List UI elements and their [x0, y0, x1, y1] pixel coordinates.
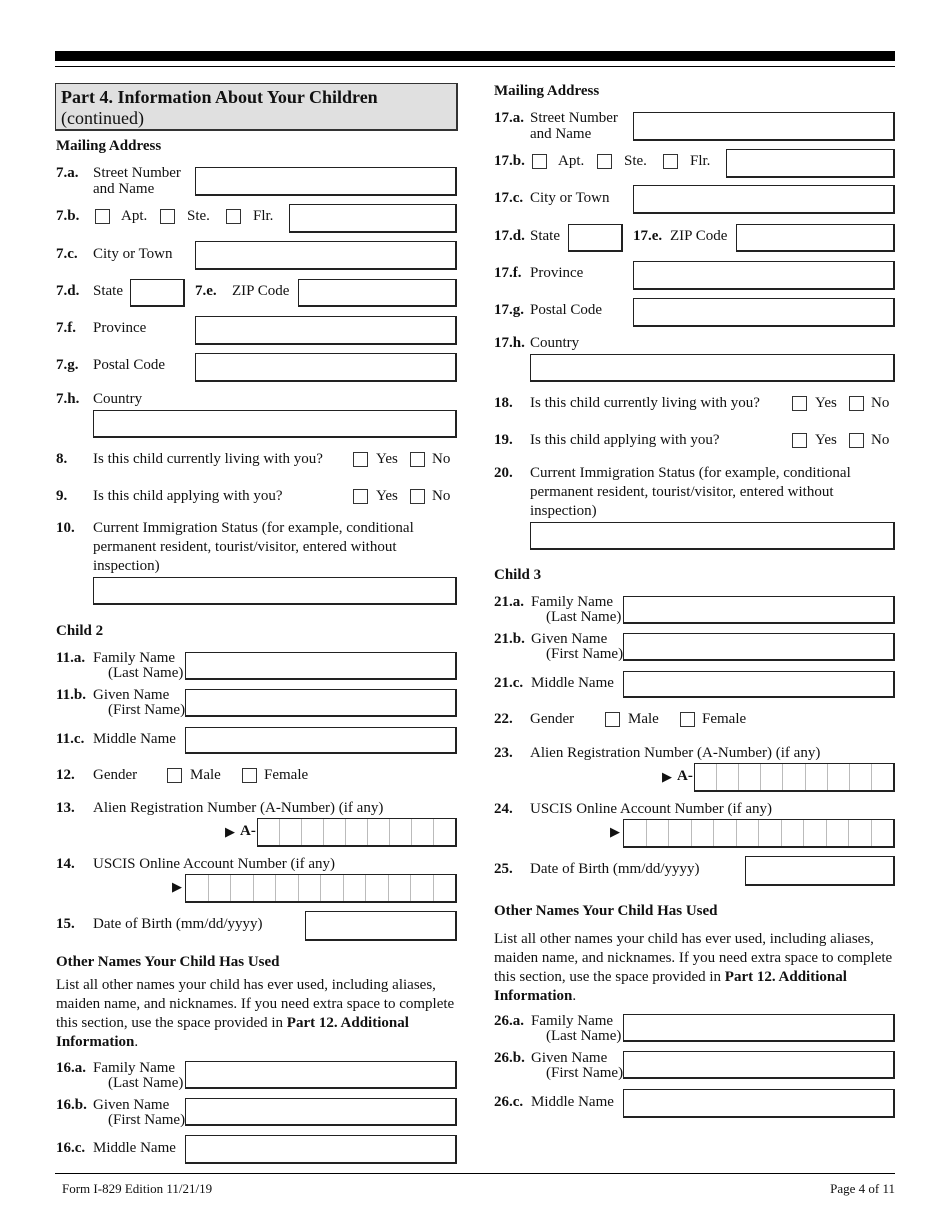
applying-with-you-question: Is this child applying with you? [93, 488, 283, 504]
apt-label: Apt. [558, 153, 585, 169]
applying-with-you-yes-checkbox[interactable] [353, 489, 368, 504]
postal-code-label: Postal Code [530, 302, 603, 318]
other-given-name-label-2: (First Name) [108, 1112, 186, 1128]
postal-code-input[interactable] [195, 353, 457, 382]
no-label: No [432, 488, 451, 504]
flr-checkbox[interactable] [663, 154, 678, 169]
uscis-account-input[interactable] [185, 874, 457, 903]
arrow-icon: ▶ [610, 824, 620, 839]
ste-label: Ste. [624, 153, 647, 169]
item-number: 26.a. [494, 1013, 524, 1029]
uscis-account-label: USCIS Online Account Number (if any) [530, 801, 773, 817]
state-label: State [530, 228, 560, 244]
item-number: 24. [494, 801, 513, 817]
digit-cell[interactable] [827, 820, 850, 846]
middle-name-label: Middle Name [93, 731, 176, 747]
living-with-you-question: Is this child currently living with you? [530, 395, 760, 411]
province-label: Province [530, 265, 584, 281]
immigration-status-label-3: inspection) [530, 503, 597, 519]
uscis-account-label: USCIS Online Account Number (if any) [93, 856, 336, 872]
yes-label: Yes [815, 395, 837, 411]
middle-name-label: Middle Name [531, 675, 614, 691]
digit-cell[interactable] [186, 875, 209, 901]
item-number: 23. [494, 745, 513, 761]
immigration-status-label-3: inspection) [93, 558, 160, 574]
item-number: 17.f. [494, 265, 522, 281]
item-number: 7.d. [56, 283, 80, 299]
digit-cell[interactable] [737, 820, 760, 846]
postal-code-input[interactable] [633, 298, 895, 327]
item-number: 17.g. [494, 302, 524, 318]
street-input[interactable] [195, 167, 457, 196]
item-number: 7.b. [56, 208, 80, 224]
a-number-prefix: A- [240, 823, 256, 839]
item-number: 9. [56, 488, 68, 504]
item-number: 7.c. [56, 246, 78, 262]
other-given-name-label: Given Name [531, 1050, 608, 1066]
applying-with-you-question: Is this child applying with you? [530, 432, 720, 448]
immigration-status-label: Current Immigration Status (for example, conditional [530, 465, 851, 481]
state-label: State [93, 283, 123, 299]
gender-label: Gender [93, 767, 138, 783]
instructions-body: List all other names your child has ever used, including aliases, maiden name, and nicknames. If you need extra space to complete this section, use the space provided in [494, 931, 893, 985]
instructions-reference: Part 12. Additional Information [56, 1015, 409, 1050]
street-label-2: and Name [530, 126, 592, 142]
item-number: 17.a. [494, 110, 524, 126]
country-label: Country [93, 391, 143, 407]
city-label: City or Town [93, 246, 173, 262]
country-input[interactable] [93, 410, 457, 438]
middle-name-input[interactable] [185, 727, 457, 754]
digit-cell[interactable] [782, 820, 805, 846]
digit-cell[interactable] [368, 819, 390, 845]
other-family-name-label-2: (Last Name) [108, 1075, 184, 1091]
other-given-name-input[interactable] [623, 1051, 895, 1079]
item-number: 11.b. [56, 687, 87, 703]
item-number: 15. [56, 916, 75, 932]
item-number: 19. [494, 432, 513, 448]
living-with-you-yes-checkbox[interactable] [792, 396, 807, 411]
family-name-label: Family Name [93, 650, 176, 666]
digit-cell[interactable] [366, 875, 389, 901]
ste-checkbox[interactable] [597, 154, 612, 169]
digit-cell[interactable] [849, 820, 872, 846]
flr-checkbox[interactable] [226, 209, 241, 224]
a-number-label: Alien Registration Number (A-Number) (if any) [93, 800, 384, 816]
other-given-name-label: Given Name [93, 1097, 170, 1113]
other-family-name-input[interactable] [185, 1061, 457, 1089]
given-name-input[interactable] [623, 633, 895, 661]
mailing-address-heading: Mailing Address [494, 83, 600, 99]
item-number: 17.d. [494, 228, 525, 244]
immigration-status-input[interactable] [93, 577, 457, 605]
no-label: No [871, 432, 890, 448]
family-name-input[interactable] [185, 652, 457, 680]
item-number: 21.a. [494, 594, 524, 610]
province-label: Province [93, 320, 147, 336]
digit-cell[interactable] [280, 819, 302, 845]
digit-cell[interactable] [346, 819, 368, 845]
other-middle-name-input[interactable] [623, 1089, 895, 1118]
country-label: Country [530, 335, 580, 351]
digit-cell[interactable] [434, 875, 456, 901]
applying-with-you-no-checkbox[interactable] [410, 489, 425, 504]
female-checkbox[interactable] [242, 768, 257, 783]
digit-cell[interactable] [761, 764, 783, 790]
other-family-name-label: Family Name [93, 1060, 176, 1076]
a-number-input[interactable] [694, 763, 895, 792]
street-label: Street Number [93, 165, 181, 181]
a-number-prefix: A- [677, 768, 693, 784]
instructions-text: List all other names your child has ever used, including aliases, maiden name, and nicknames. If you need extra space to complete this section, use the space provided in Part 12. Additional Information. [56, 977, 455, 1050]
digit-cell[interactable] [828, 764, 850, 790]
zip-label: ZIP Code [232, 283, 290, 299]
digit-cell[interactable] [231, 875, 254, 901]
digit-cell[interactable] [806, 764, 828, 790]
female-label: Female [264, 767, 309, 783]
date-of-birth-label: Date of Birth (mm/dd/yyyy) [530, 861, 700, 877]
ste-label: Ste. [187, 208, 210, 224]
city-input[interactable] [633, 185, 895, 214]
apt-number-input[interactable] [289, 204, 457, 233]
item-number: 7.e. [195, 283, 217, 299]
city-input[interactable] [195, 241, 457, 270]
other-middle-name-input[interactable] [185, 1135, 457, 1164]
digit-cell[interactable] [321, 875, 344, 901]
middle-name-input[interactable] [623, 671, 895, 698]
other-family-name-input[interactable] [623, 1014, 895, 1042]
digit-cell[interactable] [695, 764, 717, 790]
item-number: 22. [494, 711, 513, 727]
state-input[interactable] [568, 224, 623, 252]
item-number: 21.b. [494, 631, 525, 647]
country-input[interactable] [530, 354, 895, 382]
page-number: Page 4 of 11 [830, 1181, 895, 1196]
digit-cell[interactable] [692, 820, 715, 846]
item-number: 17.e. [633, 228, 663, 244]
immigration-status-label: Current Immigration Status (for example, conditional [93, 520, 414, 536]
living-with-you-yes-checkbox[interactable] [353, 452, 368, 467]
other-given-name-label-2: (First Name) [546, 1065, 624, 1081]
digit-cell[interactable] [324, 819, 346, 845]
digit-cell[interactable] [647, 820, 670, 846]
item-number: 26.c. [494, 1094, 524, 1110]
digit-cell[interactable] [302, 819, 324, 845]
digit-cell[interactable] [669, 820, 692, 846]
no-label: No [871, 395, 890, 411]
top-bar [55, 51, 895, 61]
instructions-text: List all other names your child has ever used, including aliases, maiden name, and nicknames. If you need extra space to complete this section, use the space provided in Part 12. Additional Information. [494, 931, 893, 1004]
digit-cell[interactable] [717, 764, 739, 790]
zip-label: ZIP Code [670, 228, 728, 244]
flr-label: Flr. [253, 208, 274, 224]
digit-cell[interactable] [209, 875, 232, 901]
digit-cell[interactable] [714, 820, 737, 846]
applying-with-you-yes-checkbox[interactable] [792, 433, 807, 448]
yes-label: Yes [376, 488, 398, 504]
item-number: 7.a. [56, 165, 79, 181]
digit-cell[interactable] [804, 820, 827, 846]
other-names-heading: Other Names Your Child Has Used [56, 954, 280, 970]
city-label: City or Town [530, 190, 610, 206]
a-number-input[interactable] [257, 818, 457, 847]
item-number: 13. [56, 800, 75, 816]
item-number: 7.g. [56, 357, 79, 373]
item-number: 17.b. [494, 153, 525, 169]
item-number: 8. [56, 451, 68, 467]
item-number: 17.h. [494, 335, 525, 351]
digit-cell[interactable] [624, 820, 647, 846]
other-given-name-input[interactable] [185, 1098, 457, 1126]
digit-cell[interactable] [872, 820, 894, 846]
other-family-name-label: Family Name [531, 1013, 614, 1029]
arrow-icon: ▶ [225, 824, 235, 839]
digit-cell[interactable] [344, 875, 367, 901]
top-rule [55, 66, 895, 67]
male-label: Male [628, 711, 659, 727]
postal-code-label: Postal Code [93, 357, 166, 373]
item-number: 17.c. [494, 190, 524, 206]
street-input[interactable] [633, 112, 895, 141]
footer-rule [55, 1173, 895, 1174]
other-names-heading: Other Names Your Child Has Used [494, 903, 718, 919]
province-input[interactable] [633, 261, 895, 290]
given-name-label-2: (First Name) [108, 702, 186, 718]
item-number: 16.c. [56, 1140, 86, 1156]
uscis-account-input[interactable] [623, 819, 895, 848]
instructions-reference: Part 12. Additional Information [494, 969, 847, 1004]
gender-label: Gender [530, 711, 575, 727]
digit-cell[interactable] [412, 819, 434, 845]
part-title: Part 4. Information About Your Children [61, 87, 378, 107]
date-of-birth-input[interactable] [305, 911, 457, 941]
item-number: 11.c. [56, 731, 85, 747]
digit-cell[interactable] [389, 875, 412, 901]
item-number: 16.a. [56, 1060, 86, 1076]
mailing-address-heading: Mailing Address [56, 138, 162, 154]
given-name-label: Given Name [93, 687, 170, 703]
yes-label: Yes [376, 451, 398, 467]
item-number: 16.b. [56, 1097, 87, 1113]
living-with-you-no-checkbox[interactable] [410, 452, 425, 467]
street-label: Street Number [530, 110, 618, 126]
yes-label: Yes [815, 432, 837, 448]
other-middle-name-label: Middle Name [93, 1140, 176, 1156]
digit-cell[interactable] [783, 764, 805, 790]
female-label: Female [702, 711, 747, 727]
apt-checkbox[interactable] [95, 209, 110, 224]
part-subtitle: (continued) [61, 108, 144, 128]
digit-cell[interactable] [434, 819, 455, 845]
no-label: No [432, 451, 451, 467]
arrow-icon: ▶ [662, 769, 672, 784]
family-name-label: Family Name [531, 594, 614, 610]
date-of-birth-input[interactable] [745, 856, 895, 886]
family-name-input[interactable] [623, 596, 895, 624]
digit-cell[interactable] [850, 764, 872, 790]
digit-cell[interactable] [254, 875, 277, 901]
given-name-label-2: (First Name) [546, 646, 624, 662]
immigration-status-input[interactable] [530, 522, 895, 550]
living-with-you-question: Is this child currently living with you? [93, 451, 323, 467]
form-edition: Form I-829 Edition 11/21/19 [62, 1181, 213, 1196]
apt-number-input[interactable] [726, 149, 895, 178]
child-heading: Child 3 [494, 567, 542, 583]
province-input[interactable] [195, 316, 457, 345]
female-checkbox[interactable] [680, 712, 695, 727]
digit-cell[interactable] [390, 819, 412, 845]
immigration-status-label-2: permanent resident, tourist/visitor, entered without [93, 539, 397, 555]
given-name-input[interactable] [185, 689, 457, 717]
item-number: 18. [494, 395, 513, 411]
item-number: 10. [56, 520, 75, 536]
given-name-label: Given Name [531, 631, 608, 647]
street-label-2: and Name [93, 181, 155, 197]
male-checkbox[interactable] [605, 712, 620, 727]
family-name-label-2: (Last Name) [108, 665, 184, 681]
immigration-status-label-2: permanent resident, tourist/visitor, entered without [530, 484, 834, 500]
item-number: 25. [494, 861, 513, 877]
item-number: 26.b. [494, 1050, 525, 1066]
male-label: Male [190, 767, 221, 783]
item-number: 12. [56, 767, 75, 783]
living-with-you-no-checkbox[interactable] [849, 396, 864, 411]
item-number: 7.h. [56, 391, 80, 407]
apt-checkbox[interactable] [532, 154, 547, 169]
other-family-name-label-2: (Last Name) [546, 1028, 622, 1044]
zip-input[interactable] [298, 279, 457, 307]
applying-with-you-no-checkbox[interactable] [849, 433, 864, 448]
apt-label: Apt. [121, 208, 148, 224]
other-middle-name-label: Middle Name [531, 1094, 614, 1110]
zip-input[interactable] [736, 224, 895, 252]
state-input[interactable] [130, 279, 185, 307]
child-heading: Child 2 [56, 623, 104, 639]
a-number-label: Alien Registration Number (A-Number) (if any) [530, 745, 821, 761]
digit-cell[interactable] [872, 764, 893, 790]
item-number: 11.a. [56, 650, 86, 666]
male-checkbox[interactable] [167, 768, 182, 783]
item-number: 7.f. [56, 320, 76, 336]
digit-cell[interactable] [258, 819, 280, 845]
date-of-birth-label: Date of Birth (mm/dd/yyyy) [93, 916, 263, 932]
family-name-label-2: (Last Name) [546, 609, 622, 625]
digit-cell[interactable] [276, 875, 299, 901]
item-number: 20. [494, 465, 513, 481]
arrow-icon: ▶ [172, 879, 182, 894]
digit-cell[interactable] [739, 764, 761, 790]
item-number: 14. [56, 856, 75, 872]
item-number: 21.c. [494, 675, 524, 691]
instructions-body: List all other names your child has ever used, including aliases, maiden name, and nicknames. If you need extra space to complete this section, use the space provided in [56, 977, 455, 1031]
flr-label: Flr. [690, 153, 711, 169]
digit-cell[interactable] [411, 875, 434, 901]
digit-cell[interactable] [299, 875, 322, 901]
part-header [55, 83, 458, 131]
digit-cell[interactable] [759, 820, 782, 846]
ste-checkbox[interactable] [160, 209, 175, 224]
